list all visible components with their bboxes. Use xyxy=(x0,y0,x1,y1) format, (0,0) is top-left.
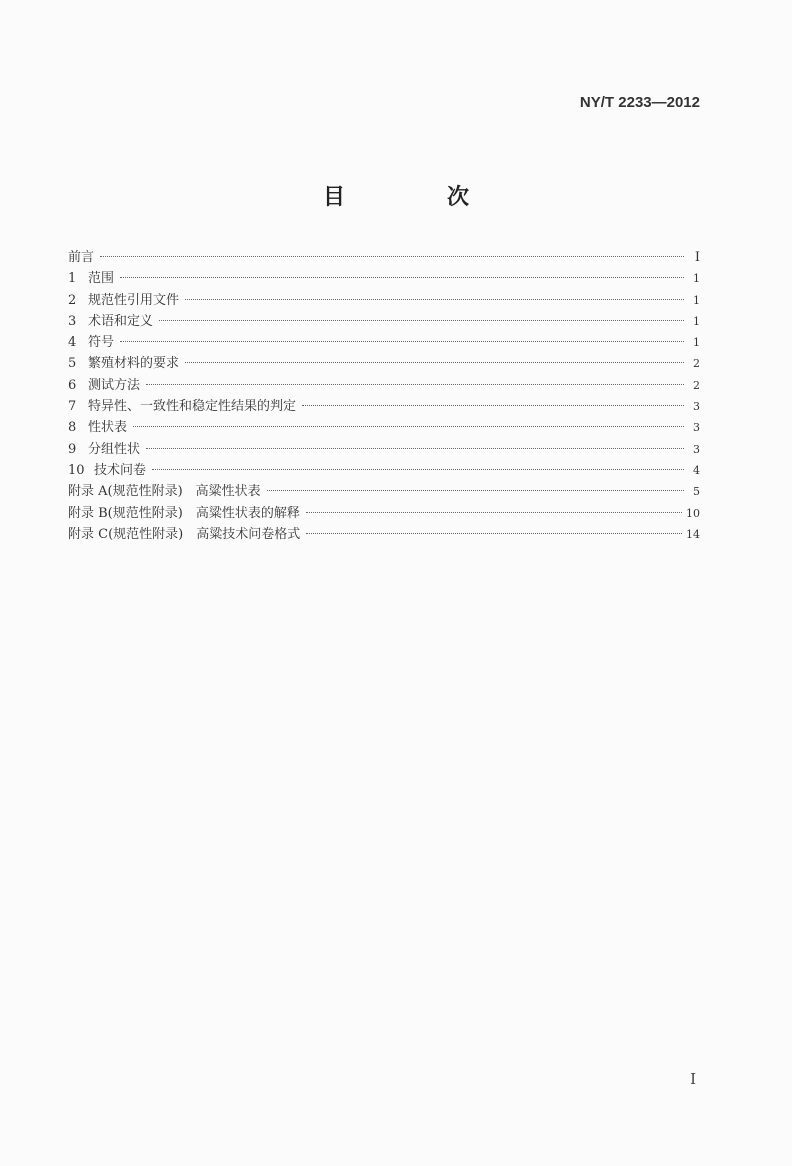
toc-page: 3 xyxy=(693,421,700,435)
page-number: I xyxy=(690,1070,696,1088)
toc-title: 范围 xyxy=(88,271,115,287)
toc-page: 5 xyxy=(693,485,700,499)
toc-title: 附录 B(规范性附录) 高粱性状表的解释 xyxy=(68,505,300,521)
toc-leader xyxy=(120,341,684,342)
toc-number: 6 xyxy=(68,377,77,393)
toc-title: 性状表 xyxy=(88,420,128,436)
toc-page: 10 xyxy=(686,506,700,520)
toc-page: 1 xyxy=(693,272,700,286)
toc-leader xyxy=(146,448,684,449)
toc-number: 1 xyxy=(68,271,77,287)
toc-title: 术语和定义 xyxy=(88,313,154,329)
table-of-contents xyxy=(68,247,700,545)
toc-leader xyxy=(185,299,684,300)
toc-entry-10[interactable] xyxy=(68,460,700,481)
toc-title: 规范性引用文件 xyxy=(88,292,180,308)
toc-page: 2 xyxy=(693,378,700,392)
toc-entry-9[interactable] xyxy=(68,439,700,460)
toc-entry-7[interactable] xyxy=(68,396,700,417)
toc-number: 9 xyxy=(68,441,77,457)
toc-leader xyxy=(120,277,684,278)
toc-title: 附录 A(规范性附录) 高粱性状表 xyxy=(68,484,261,500)
toc-title: 分组性状 xyxy=(88,441,141,457)
toc-leader xyxy=(100,256,684,257)
toc-entry-2[interactable] xyxy=(68,290,700,311)
toc-entry-preface[interactable] xyxy=(68,247,700,268)
toc-entry-3[interactable] xyxy=(68,311,700,332)
toc-title: 繁殖材料的要求 xyxy=(88,356,180,372)
toc-entry-4[interactable] xyxy=(68,332,700,353)
toc-page: 1 xyxy=(693,293,700,307)
toc-leader xyxy=(152,469,684,470)
toc-leader xyxy=(133,426,684,427)
toc-number: 5 xyxy=(68,356,77,372)
toc-entry-appendix-c[interactable] xyxy=(68,524,700,545)
toc-entry-1[interactable] xyxy=(68,268,700,289)
toc-number: 3 xyxy=(68,313,77,329)
toc-leader xyxy=(159,320,684,321)
toc-number: 4 xyxy=(68,335,77,351)
toc-title: 技术问卷 xyxy=(94,462,147,478)
toc-title: 测试方法 xyxy=(88,377,141,393)
toc-number: 7 xyxy=(68,399,77,415)
toc-entry-6[interactable] xyxy=(68,375,700,396)
toc-number: 8 xyxy=(68,420,77,436)
toc-leader xyxy=(267,490,684,491)
toc-leader xyxy=(306,512,682,513)
toc-title: 符号 xyxy=(88,335,115,351)
toc-page: 3 xyxy=(693,400,700,414)
toc-title: 附录 C(规范性附录) 高粱技术问卷格式 xyxy=(68,526,301,542)
standard-number: NY/T 2233—2012 xyxy=(579,94,700,111)
toc-page: 1 xyxy=(693,314,700,328)
toc-page: 1 xyxy=(693,336,700,350)
toc-title: 前言 xyxy=(68,250,95,265)
toc-entry-appendix-b[interactable] xyxy=(68,503,700,524)
toc-entry-appendix-a[interactable] xyxy=(68,481,700,502)
toc-title: 特异性、一致性和稳定性结果的判定 xyxy=(88,399,297,415)
toc-page: 4 xyxy=(693,463,700,477)
toc-number: 2 xyxy=(68,292,77,308)
toc-entry-5[interactable] xyxy=(68,353,700,374)
toc-leader xyxy=(306,533,682,534)
page-title: 目 次 xyxy=(322,184,509,210)
toc-leader xyxy=(146,384,684,385)
toc-leader xyxy=(185,362,684,363)
toc-page: 2 xyxy=(693,357,700,371)
toc-entry-8[interactable] xyxy=(68,417,700,438)
toc-page: 3 xyxy=(693,442,700,456)
toc-page: 14 xyxy=(686,527,700,541)
toc-number: 10 xyxy=(68,462,85,478)
toc-page: I xyxy=(694,250,700,265)
toc-leader xyxy=(302,405,684,406)
